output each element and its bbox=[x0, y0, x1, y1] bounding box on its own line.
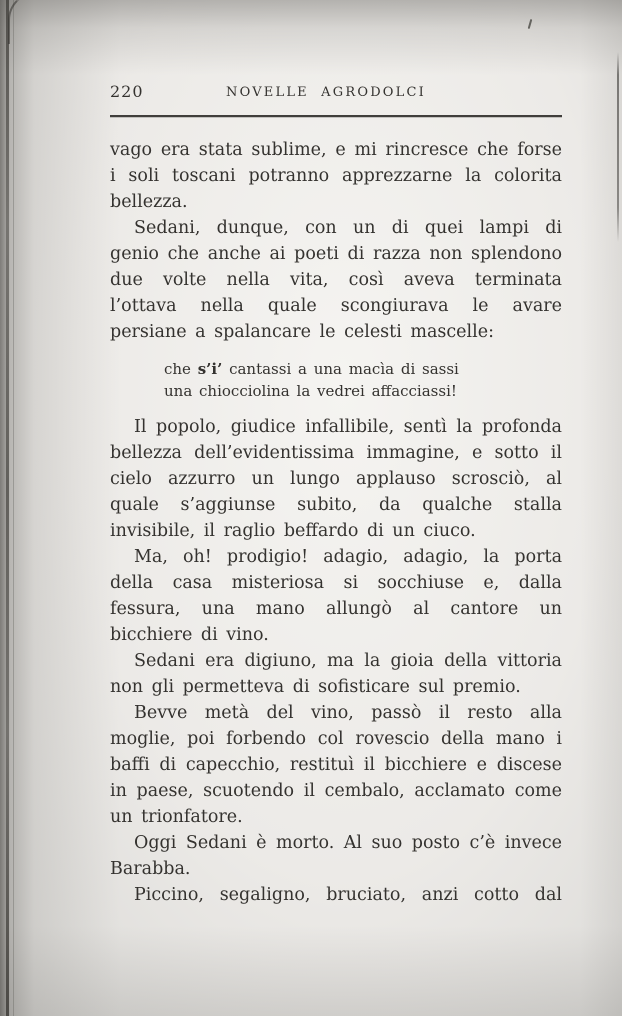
verse-bold-text: s’i’ bbox=[197, 360, 223, 378]
paragraph: vago era stata sublime, e mi rincresce che forse i soli toscani potranno apprezzarne la colorita bellezza. bbox=[110, 140, 562, 212]
verse-quote bbox=[164, 358, 562, 402]
page-number: 220 bbox=[110, 82, 144, 101]
ink-speck bbox=[528, 19, 533, 29]
paragraph: Sedani era digiuno, ma la gioia della vittoria non gli permetteva di sofisticare sul premio. bbox=[110, 651, 562, 697]
verse-text: cantassi a una macìa di sassi bbox=[222, 360, 459, 378]
paragraph: Ma, oh! prodigio! adagio, adagio, la porta della casa misteriosa si socchiuse e, dalla fessura, una mano allungò al cantore un bicchiere di vino. bbox=[110, 547, 562, 645]
page-curl-crease bbox=[8, 0, 52, 44]
paragraph: Bevve metà del vino, passò il resto alla moglie, poi forbendo col rovescio della mano i baffi di capecchio, restituì il bicchiere e discese in paese, scuotendo il cembalo, acclamato come un trionfatore. bbox=[110, 703, 562, 827]
paragraph: Sedani, dunque, con un di quei lampi di genio che anche ai poeti di razza non splendono due volte nella vita, così aveva terminata l’ottava nella quale scongiurava le avare persiane a spalancare le celesti mascelle: bbox=[110, 218, 562, 342]
page-content bbox=[110, 82, 562, 908]
running-header bbox=[110, 82, 562, 102]
paragraph: Oggi Sedani è morto. Al suo posto c’è invece Barabba. bbox=[110, 833, 562, 879]
verse-text: che bbox=[164, 360, 198, 378]
spine-shadow-line bbox=[6, 0, 9, 1016]
spine-shadow-line-2 bbox=[13, 0, 14, 1016]
paragraph: Il popolo, giudice infallibile, sentì la profonda bellezza dell’evidentissima immagine, e sotto il cielo azzurro un lungo applauso scrosciò, al quale s’aggiunse subito, da qualche stalla invisibile, il raglio beffardo di un ciuco. bbox=[110, 417, 562, 541]
running-header-title: NOVELLE AGRODOLCI bbox=[226, 85, 426, 100]
verse-line: una chiocciolina la vedrei affacciassi! bbox=[164, 382, 457, 400]
page-right-edge-line bbox=[617, 52, 619, 242]
paragraph: Piccino, segaligno, bruciato, anzi cotto dal bbox=[134, 885, 562, 905]
header-rule bbox=[110, 115, 562, 117]
verse-line bbox=[164, 358, 562, 380]
